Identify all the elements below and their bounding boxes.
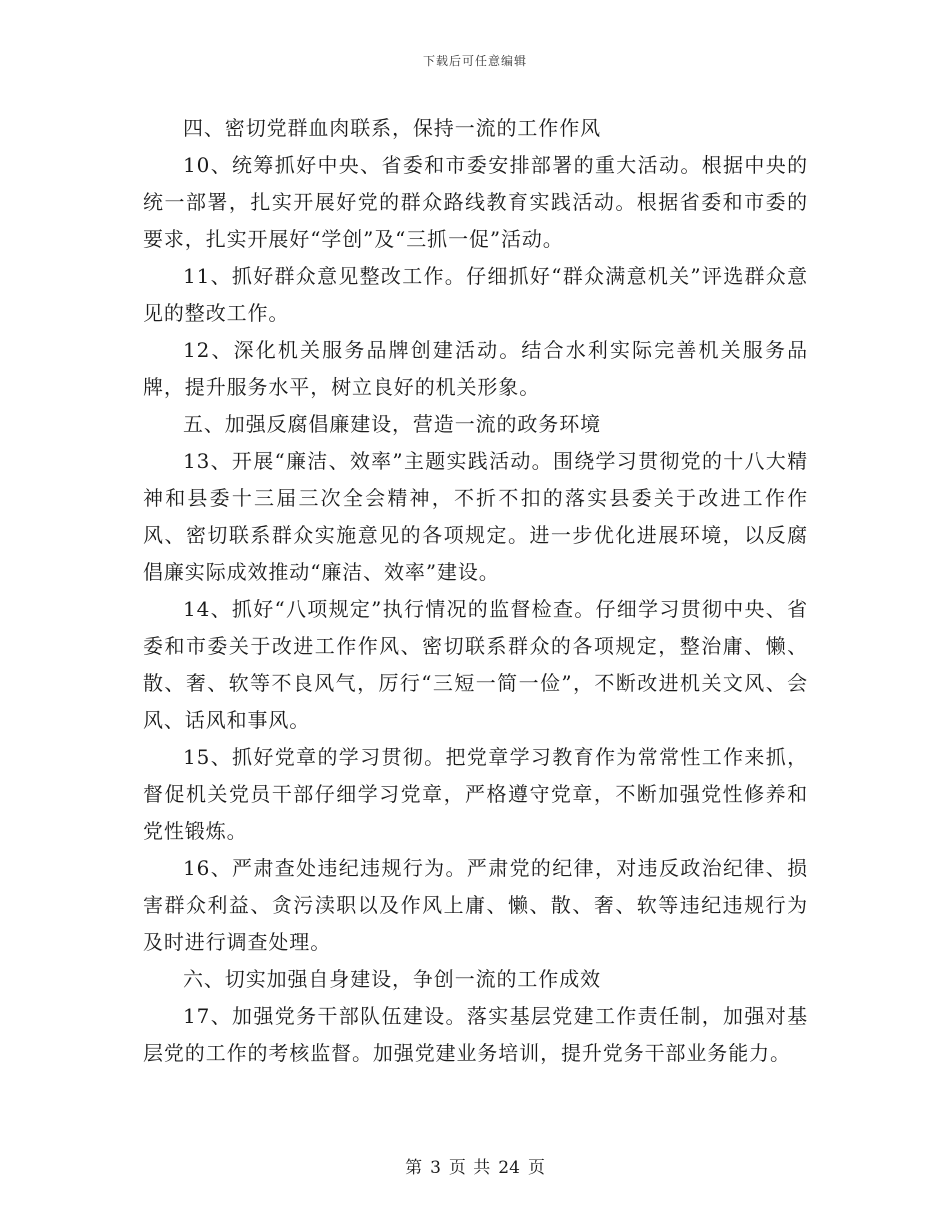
section-heading-4: 四、密切党群血肉联系，保持一流的工作作风	[183, 116, 601, 140]
paragraph-14: 14、抓好“八项规定”执行情况的监督检查。仔细学习贯彻中央、省委和市委关于改进工作作风、密切联系群众的各项规定，整治庸、懒、散、奢、软等不良风气，厉行“三短一简一俭”，不断改进机关文风、会风、话风和事风。	[143, 597, 808, 732]
footer-middle: 页 共	[448, 1158, 491, 1178]
paragraph-12: 12、深化机关服务品牌创建活动。结合水利实际完善机关服务品牌，提升服务水平，树立良好的机关形象。	[143, 338, 808, 399]
footer-prefix: 第	[405, 1158, 423, 1178]
paragraph-17: 17、加强党务干部队伍建设。落实基层党建工作责任制，加强对基层党的工作的考核监督。加强党建业务培训，提升党务干部业务能力。	[143, 1004, 808, 1065]
paragraph-15: 15、抓好党章的学习贯彻。把党章学习教育作为常常性工作来抓，督促机关党员干部仔细学习党章，严格遵守党章，不断加强党性修养和党性锻炼。	[143, 745, 808, 843]
paragraph-11: 11、抓好群众意见整改工作。仔细抓好“群众满意机关”评选群众意见的整改工作。	[143, 264, 808, 325]
document-body	[143, 110, 808, 1072]
page-header: 下载后可任意编辑	[422, 54, 527, 68]
paragraph-10: 10、统筹抓好中央、省委和市委安排部署的重大活动。根据中央的统一部署，扎实开展好党的群众路线教育实践活动。根据省委和市委的要求，扎实开展好“学创”及“三抓一促”活动。	[143, 153, 808, 251]
paragraph-16: 16、严肃查处违纪违规行为。严肃党的纪律，对违反政治纪律、损害群众利益、贪污渎职以及作风上庸、懒、散、奢、软等违纪违规行为及时进行调查处理。	[143, 856, 808, 954]
section-heading-6: 六、切实加强自身建设，争创一流的工作成效	[183, 967, 601, 991]
section-heading-5: 五、加强反腐倡廉建设，营造一流的政务环境	[183, 412, 601, 436]
footer-total-pages: 24	[498, 1158, 520, 1178]
paragraph-13: 13、开展“廉洁、效率”主题实践活动。围绕学习贯彻党的十八大精神和县委十三届三次全会精神，不折不扣的落实县委关于改进工作作风、密切联系群众实施意见的各项规定。进一步优化进展环境，以反腐倡廉实际成效推动“廉洁、效率”建设。	[143, 449, 808, 584]
footer-page-number: 3	[430, 1158, 441, 1178]
page-footer	[0, 1153, 950, 1178]
footer-suffix: 页	[527, 1158, 545, 1178]
